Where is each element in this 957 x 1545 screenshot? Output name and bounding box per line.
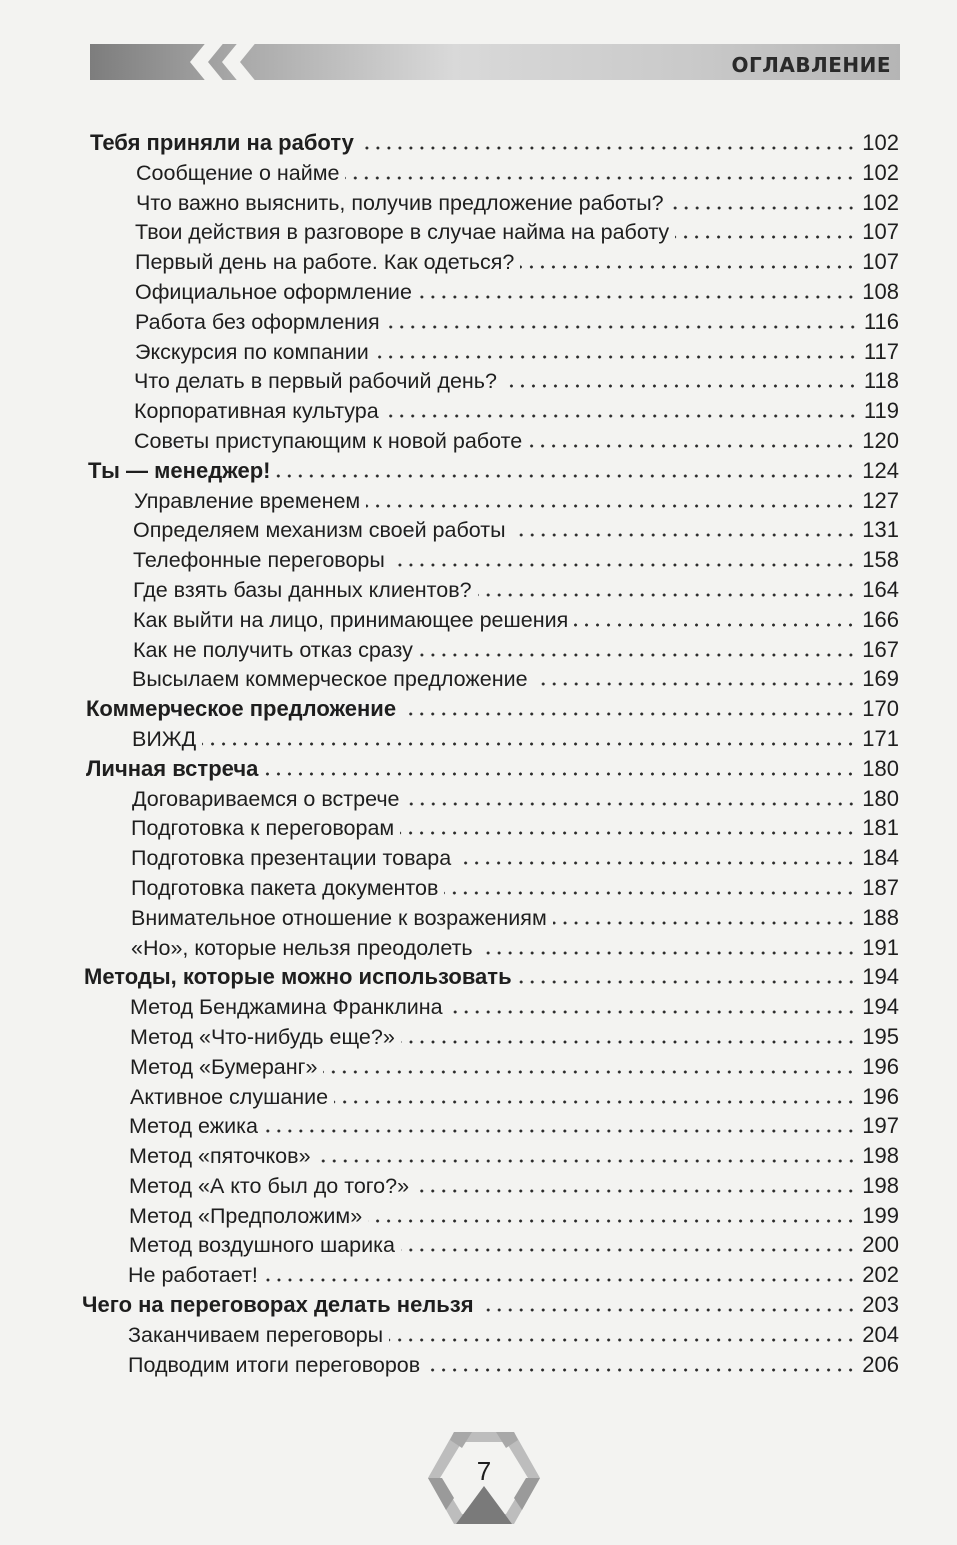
toc-entry bbox=[0, 1230, 957, 1260]
toc-page-number: 169 bbox=[862, 666, 899, 692]
toc-label: Экскурсия по компании bbox=[135, 339, 369, 364]
toc-page-number: 131 bbox=[862, 517, 899, 543]
dot-leader bbox=[389, 1338, 856, 1342]
dot-leader bbox=[520, 265, 856, 269]
toc-label: Метод ежика bbox=[129, 1114, 258, 1139]
toc-page-number: 180 bbox=[862, 755, 899, 781]
toc-label: Что делать в первый рабочий день? bbox=[134, 369, 497, 394]
toc-label: ВИЖД bbox=[132, 726, 197, 751]
dot-leader bbox=[202, 742, 856, 746]
toc-entry bbox=[0, 158, 957, 188]
dot-leader bbox=[534, 682, 857, 686]
dot-leader bbox=[368, 1219, 856, 1223]
toc-entry bbox=[0, 396, 957, 426]
dot-leader bbox=[528, 444, 856, 448]
dot-leader bbox=[503, 384, 858, 388]
toc-page-number: 102 bbox=[862, 159, 899, 185]
toc-label: Высылаем коммерческое предложение bbox=[132, 667, 528, 692]
toc-page-number: 191 bbox=[862, 934, 899, 960]
toc-page-number: 102 bbox=[862, 130, 899, 155]
toc-label: Где взять базы данных клиентов? bbox=[133, 577, 472, 602]
toc-label: Методы, которые можно использовать bbox=[84, 964, 512, 990]
toc-page-number: 158 bbox=[862, 547, 899, 573]
toc-entry bbox=[0, 1022, 957, 1052]
toc-page-number: 196 bbox=[862, 1083, 899, 1109]
toc-entry bbox=[0, 1082, 957, 1112]
toc-page-number: 195 bbox=[862, 1023, 899, 1049]
toc-page-number: 124 bbox=[862, 457, 899, 483]
dot-leader bbox=[444, 891, 856, 895]
toc-label: Твои действия в разговоре в случае найма на работу bbox=[135, 220, 670, 245]
toc-label: Метод «пяточков» bbox=[129, 1144, 311, 1169]
dot-leader bbox=[391, 563, 856, 567]
toc-entry bbox=[0, 545, 957, 575]
toc-entry bbox=[0, 188, 957, 218]
toc-entry bbox=[0, 247, 957, 277]
dot-leader bbox=[323, 1070, 856, 1074]
toc-page-number: 166 bbox=[862, 606, 899, 632]
dot-leader bbox=[553, 921, 857, 925]
toc-label: Определяем механизм своей работы bbox=[133, 518, 506, 543]
toc-label: Метод «Предположим» bbox=[129, 1203, 363, 1228]
toc-page-number: 119 bbox=[863, 398, 899, 424]
dot-leader bbox=[264, 1129, 856, 1133]
toc-page-number: 171 bbox=[862, 725, 899, 751]
toc-label: Корпоративная культура bbox=[134, 399, 379, 424]
toc-label: Заканчиваем переговоры bbox=[128, 1322, 384, 1347]
dot-leader bbox=[512, 533, 857, 537]
toc-entry bbox=[0, 1201, 957, 1231]
dot-leader bbox=[480, 1308, 857, 1312]
toc-page-number: 164 bbox=[862, 576, 899, 602]
dot-leader bbox=[670, 206, 857, 210]
toc-entry bbox=[0, 1141, 957, 1171]
toc-entry bbox=[0, 486, 957, 516]
toc-page-number: 107 bbox=[862, 249, 899, 275]
toc-label: Первый день на работе. Как одеться? bbox=[135, 250, 515, 275]
toc-label: Как не получить отказ сразу bbox=[133, 637, 413, 662]
toc-label: «Но», которые нельзя преодолеть bbox=[131, 935, 473, 960]
toc-entry bbox=[0, 1320, 957, 1350]
toc-page-number: 203 bbox=[862, 1292, 899, 1318]
toc-page-number: 118 bbox=[863, 368, 899, 394]
toc-entry bbox=[0, 217, 957, 247]
toc-page-number: 198 bbox=[862, 1143, 899, 1169]
table-of-contents bbox=[0, 128, 957, 1379]
toc-entry bbox=[0, 784, 957, 814]
toc-entry bbox=[0, 873, 957, 903]
dot-leader bbox=[401, 1040, 857, 1044]
toc-label: Коммерческое предложение bbox=[86, 696, 397, 722]
toc-entry bbox=[0, 813, 957, 843]
toc-page-number: 167 bbox=[862, 636, 899, 662]
dot-leader bbox=[418, 295, 856, 299]
toc-page-number: 102 bbox=[862, 189, 899, 215]
dot-leader bbox=[406, 802, 857, 806]
dot-leader bbox=[402, 712, 856, 716]
toc-entry bbox=[0, 1111, 957, 1141]
toc-page-number: 184 bbox=[862, 845, 899, 871]
toc-label: Ты — менеджер! bbox=[88, 457, 271, 483]
dot-leader bbox=[419, 653, 856, 657]
toc-page-number: 170 bbox=[862, 696, 899, 722]
toc-section bbox=[0, 456, 957, 486]
toc-label: Подводим итоги переговоров bbox=[128, 1352, 421, 1377]
toc-entry bbox=[0, 277, 957, 307]
dot-leader bbox=[479, 951, 857, 955]
toc-section bbox=[0, 962, 957, 992]
page-number: 7 bbox=[476, 1456, 492, 1486]
dot-leader bbox=[415, 1189, 856, 1193]
toc-page-number: 188 bbox=[862, 904, 899, 930]
dot-leader bbox=[675, 235, 856, 239]
toc-section bbox=[0, 128, 957, 158]
toc-page-number: 206 bbox=[862, 1351, 899, 1377]
toc-page-number: 187 bbox=[862, 874, 899, 900]
toc-page-number: 181 bbox=[862, 815, 899, 841]
dot-leader bbox=[276, 474, 856, 478]
toc-label: Советы приступающим к новой работе bbox=[134, 428, 523, 453]
toc-page-number: 180 bbox=[862, 785, 899, 811]
dot-leader bbox=[264, 1278, 856, 1282]
dot-leader bbox=[449, 1010, 857, 1014]
toc-entry bbox=[0, 575, 957, 605]
section-title: ОГЛАВЛЕНИЕ bbox=[731, 53, 891, 77]
toc-page-number: 108 bbox=[862, 278, 899, 304]
dot-leader bbox=[345, 176, 856, 180]
toc-entry bbox=[0, 515, 957, 545]
toc-label: Личная встреча bbox=[86, 755, 259, 781]
toc-label: Тебя приняли на работу bbox=[90, 130, 354, 155]
dot-leader bbox=[401, 1248, 856, 1252]
toc-entry bbox=[0, 664, 957, 694]
toc-entry bbox=[0, 933, 957, 963]
toc-page-number: 194 bbox=[862, 994, 899, 1020]
toc-entry bbox=[0, 307, 957, 337]
toc-page-number: 117 bbox=[863, 338, 899, 364]
dot-leader bbox=[375, 355, 858, 359]
dot-leader bbox=[478, 593, 857, 597]
toc-page-number: 116 bbox=[863, 308, 899, 334]
toc-entry bbox=[0, 337, 957, 367]
toc-label: Работа без оформления bbox=[135, 309, 380, 334]
toc-section bbox=[0, 1290, 957, 1320]
toc-label: Внимательное отношение к возражениям bbox=[131, 905, 547, 930]
dot-leader bbox=[386, 325, 858, 329]
toc-page-number: 198 bbox=[862, 1172, 899, 1198]
dot-leader bbox=[518, 980, 857, 984]
toc-page-number: 202 bbox=[862, 1262, 899, 1288]
dot-leader bbox=[574, 623, 856, 627]
toc-label: Как выйти на лицо, принимающее решения bbox=[133, 607, 569, 632]
toc-label: Метод Бенджамина Франклина bbox=[130, 995, 443, 1020]
toc-section bbox=[0, 754, 957, 784]
toc-entry bbox=[0, 605, 957, 635]
toc-label: Подготовка к переговорам bbox=[131, 816, 395, 841]
toc-entry bbox=[0, 1350, 957, 1380]
toc-label: Не работает! bbox=[128, 1263, 258, 1288]
toc-label: Метод «Бумеранг» bbox=[130, 1054, 318, 1079]
toc-entry bbox=[0, 1260, 957, 1290]
toc-page-number: 196 bbox=[862, 1053, 899, 1079]
toc-entry bbox=[0, 366, 957, 396]
toc-entry bbox=[0, 1052, 957, 1082]
dot-leader bbox=[360, 146, 856, 150]
toc-entry bbox=[0, 903, 957, 933]
toc-page-number: 107 bbox=[862, 219, 899, 245]
toc-entry bbox=[0, 426, 957, 456]
toc-page-number: 197 bbox=[862, 1113, 899, 1139]
toc-section bbox=[0, 694, 957, 724]
toc-entry bbox=[0, 635, 957, 665]
toc-label: Управление временем bbox=[134, 488, 361, 513]
toc-page-number: 194 bbox=[862, 964, 899, 990]
toc-page-number: 127 bbox=[862, 487, 899, 513]
dot-leader bbox=[366, 504, 856, 508]
dot-leader bbox=[400, 831, 856, 835]
toc-label: Телефонные переговоры bbox=[133, 548, 385, 573]
toc-page-number: 120 bbox=[862, 427, 899, 453]
toc-label: Чего на переговорах делать нельзя bbox=[82, 1292, 474, 1318]
dot-leader bbox=[457, 861, 856, 865]
dot-leader bbox=[426, 1368, 856, 1372]
toc-entry bbox=[0, 843, 957, 873]
toc-label: Метод «А кто был до того?» bbox=[129, 1173, 410, 1198]
toc-entry bbox=[0, 992, 957, 1022]
toc-page-number: 200 bbox=[862, 1232, 899, 1258]
chevron-left-icon bbox=[178, 40, 268, 84]
toc-label: Подготовка презентации товара bbox=[131, 846, 452, 871]
dot-leader bbox=[385, 414, 858, 418]
dot-leader bbox=[264, 772, 856, 776]
dot-leader bbox=[317, 1159, 857, 1163]
toc-label: Сообщение о найме bbox=[136, 160, 340, 185]
toc-label: Что важно выяснить, получив предложение работы? bbox=[136, 190, 664, 215]
toc-label: Подготовка пакета документов bbox=[131, 875, 439, 900]
toc-entry bbox=[0, 1171, 957, 1201]
toc-label: Договариваемся о встрече bbox=[132, 786, 400, 811]
toc-label: Официальное оформление bbox=[135, 279, 412, 304]
dot-leader bbox=[334, 1100, 856, 1104]
toc-page-number: 199 bbox=[862, 1202, 899, 1228]
toc-page-number: 204 bbox=[862, 1321, 899, 1347]
toc-entry bbox=[0, 724, 957, 754]
toc-label: Метод воздушного шарика bbox=[129, 1233, 395, 1258]
toc-label: Активное слушание bbox=[130, 1084, 329, 1109]
toc-label: Метод «Что-нибудь еще?» bbox=[130, 1024, 395, 1049]
